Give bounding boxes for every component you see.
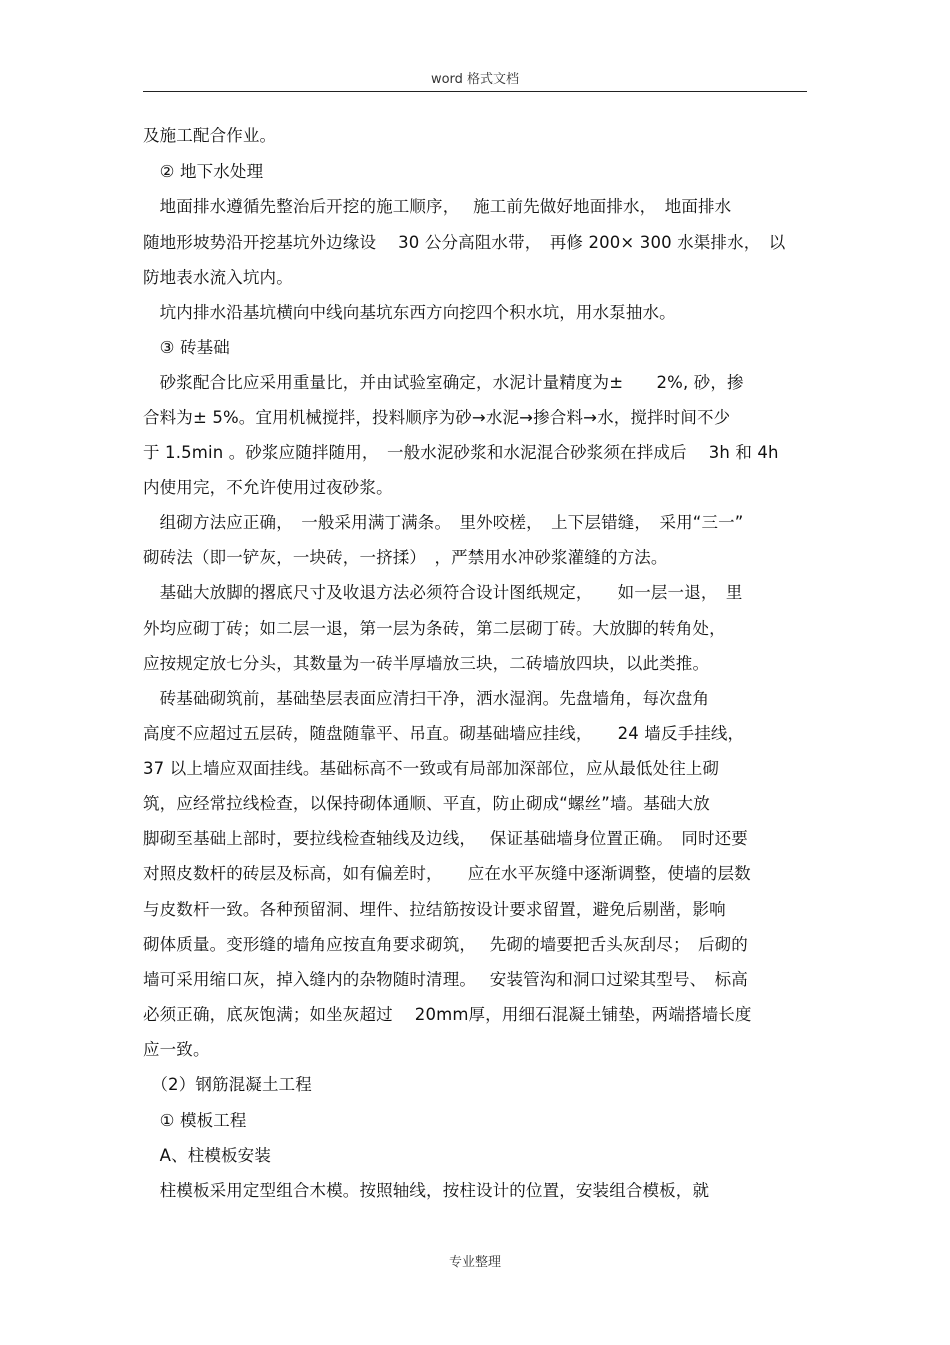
text-line: 组砌方法应正确， 一般采用满丁满条。 里外咬槎， 上下层错缝， 采用“三一” xyxy=(143,513,744,532)
text-line: 随地形坡势沿开挖基坑外边缘设 30 公分高阻水带， 再修 200× 300 水渠排水， 以 xyxy=(143,233,786,252)
section-heading: ② 地下水处理 xyxy=(143,162,264,181)
section-heading: ③ 砖基础 xyxy=(143,338,230,357)
text-line: 合料为± 5%。宜用机械搅拌，投料顺序为砂→水泥→掺合料→水，搅拌时间不少 xyxy=(143,408,731,427)
section-heading: ① 模板工程 xyxy=(143,1111,247,1130)
text-line: 对照皮数杆的砖层及标高，如有偏差时， 应在水平灰缝中逐渐调整，使墙的层数 xyxy=(143,864,751,883)
page-footer: 专业整理 xyxy=(448,1255,501,1270)
header-divider xyxy=(143,91,807,92)
text-line: 与皮数杆一致。各种预留洞、埋件、拉结筋按设计要求留置，避免后剔凿，影响 xyxy=(143,900,726,919)
text-line: 墙可采用缩口灰，掉入缝内的杂物随时清理。 安装管沟和洞口过梁其型号、 标高 xyxy=(143,970,748,989)
text-line: 砂浆配合比应采用重量比，并由试验室确定，水泥计量精度为± 2%, 砂，掺 xyxy=(143,373,744,392)
text-line: 脚砌至基础上部时，要拉线检查轴线及边线， 保证基础墙身位置正确。 同时还要 xyxy=(143,829,748,848)
text-line: 砌砖法（即一铲灰，一块砖，一挤揉） ，严禁用水冲砂浆灌缝的方法。 xyxy=(143,548,668,567)
text-line: 坑内排水沿基坑横向中线向基坑东西方向挖四个积水坑，用水泵抽水。 xyxy=(143,303,676,322)
text-line: 应一致。 xyxy=(143,1040,210,1059)
page-header: word 格式文档 xyxy=(430,72,520,87)
section-heading: （2）钢筋混凝土工程 xyxy=(143,1075,312,1094)
text-line: 防地表水流入坑内。 xyxy=(143,268,293,287)
text-line: 37 以上墙应双面挂线。基础标高不一致或有局部加深部位，应从最低处往上砌 xyxy=(143,759,720,778)
text-line: 必须正确，底灰饱满；如坐灰超过 20mm厚，用细石混凝土铺垫，两端搭墙长度 xyxy=(143,1005,752,1024)
text-line: 及施工配合作业。 xyxy=(143,126,277,145)
text-line: 柱模板采用定型组合木模。按照轴线，按柱设计的位置，安装组合模板，就 xyxy=(143,1181,710,1200)
text-line: 内使用完，不允许使用过夜砂浆。 xyxy=(143,478,393,497)
text-line: 砌体质量。变形缝的墙角应按直角要求砌筑， 先砌的墙要把舌头灰刮尽； 后砌的 xyxy=(143,935,748,954)
section-heading: A、柱模板安装 xyxy=(143,1146,271,1165)
text-line: 应按规定放七分头，其数量为一砖半厚墙放三块，二砖墙放四块，以此类推。 xyxy=(143,654,710,673)
text-line: 地面排水遵循先整治后开挖的施工顺序， 施工前先做好地面排水， 地面排水 xyxy=(143,197,732,216)
text-line: 基础大放脚的撂底尺寸及收退方法必须符合设计图纸规定， 如一层一退， 里 xyxy=(143,583,743,602)
text-line: 外均应砌丁砖；如二层一退，第一层为条砖，第二层砌丁砖。大放脚的转角处， xyxy=(143,619,726,638)
text-line: 砖基础砌筑前，基础垫层表面应清扫干净，洒水湿润。先盘墙角，每次盘角 xyxy=(143,689,710,708)
text-line: 筑，应经常拉线检查，以保持砌体通顺、平直，防止砌成“螺丝”墙。基础大放 xyxy=(143,794,710,813)
text-line: 于 1.5min 。砂浆应随拌随用， 一般水泥砂浆和水泥混合砂浆须在拌成后 3h 和 4h xyxy=(143,443,779,462)
text-line: 高度不应超过五层砖，随盘随靠平、吊直。砌基础墙应挂线， 24 墙反手挂线， xyxy=(143,724,745,743)
